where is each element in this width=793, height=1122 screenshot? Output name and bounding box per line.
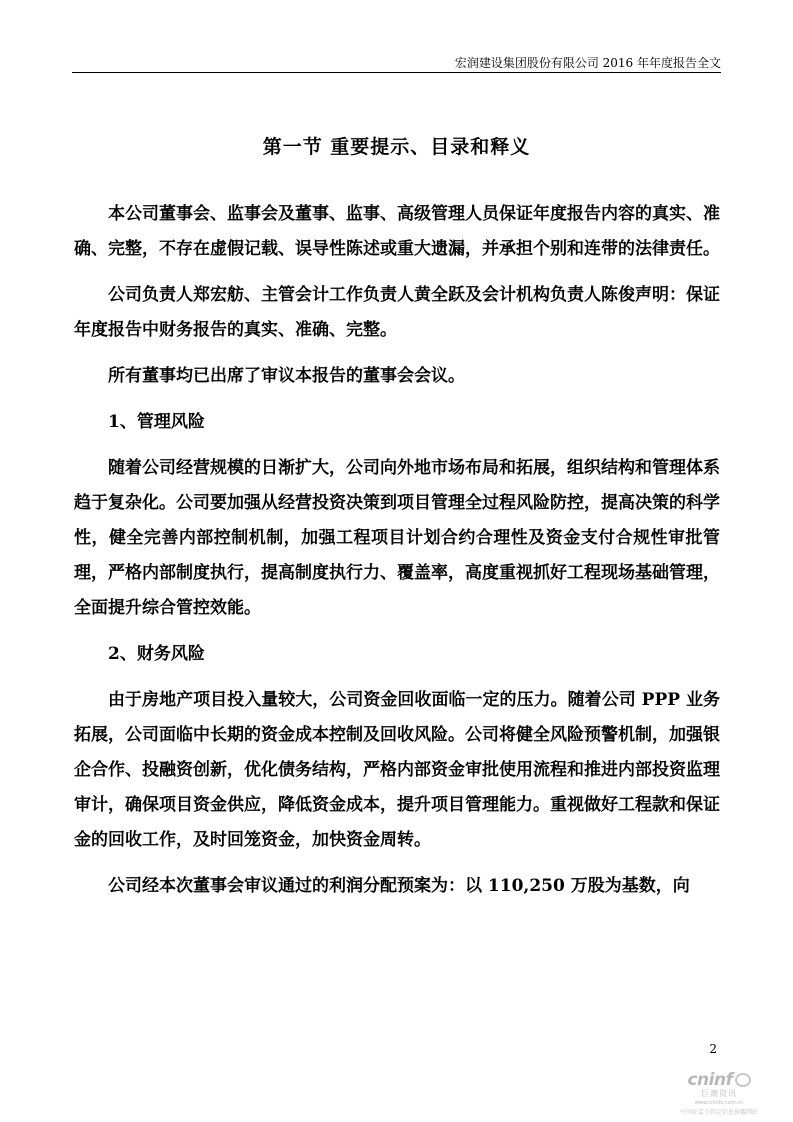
body-text (74, 197, 720, 915)
report-header: 宏润建设集团股份有限公司 2016 年年度报告全文 (454, 56, 721, 70)
paragraph-management-risk: 随着公司经营规模的日渐扩大，公司向外地市场布局和拓展，组织结构和管理体系趋于复杂化。公司要加强从经营投资决策到项目管理全过程风险防控，提高决策的科学性，健全完善内部控制机制，加强工程项目计划合约合理性及资金支付合规性审批管理，严格内部制度执行，提高制度执行力、覆盖率，高度重视抓好工程现场基础管理，全面提升综合管控效能。 (74, 458, 720, 618)
paragraph-board-attendance: 所有董事均已出席了审议本报告的董事会会议。 (108, 366, 465, 386)
header-divider (72, 72, 721, 73)
cninfo-watermark (671, 1070, 767, 1116)
page-number: 2 (709, 1042, 717, 1056)
paragraph-financial-statement: 公司负责人郑宏舫、主管会计工作负责人黄全跃及会计机构负责人陈俊声明：保证年度报告中财务报告的真实、准确、完整。 (74, 285, 720, 340)
paragraph-profit-distribution: 公司经本次董事会审议通过的利润分配预案为：以 110,250 万股为基数，向 (108, 876, 690, 896)
paragraph-assurance: 本公司董事会、监事会及董事、监事、高级管理人员保证年度报告内容的真实、准确、完整，不存在虚假记载、误导性陈述或重大遗漏，并承担个别和连带的法律责任。 (74, 204, 720, 259)
cninfo-org: 中国证监会指定信息披露网站 (679, 1109, 758, 1116)
cninfo-logo: cninf (671, 1070, 767, 1090)
cninfo-subtitle: 巨潮资讯 (701, 1089, 737, 1098)
heading-financial-risk: 2、财务风险 (108, 644, 205, 664)
paragraph-financial-risk: 由于房地产项目投入量较大，公司资金回收面临一定的压力。随着公司 PPP 业务拓展，公司面临中长期的资金成本控制及回收风险。公司将健全风险预警机制，加强银企合作、投融资创新，优化债务结构，严格内部资金审批使用流程和推进内部投资监理审计，确保项目资金供应，降低资金成本，提升项目管理能力。重视做好工程款和保证金的回收工作，及时回笼资金，加快资金周转。 (74, 690, 720, 850)
cninfo-swirl-icon (735, 1073, 751, 1087)
section-title: 第一节 重要提示、目录和释义 (262, 136, 531, 158)
cninfo-url: www.cninfo.com.cn (694, 1100, 744, 1106)
heading-management-risk: 1、管理风险 (108, 412, 205, 432)
